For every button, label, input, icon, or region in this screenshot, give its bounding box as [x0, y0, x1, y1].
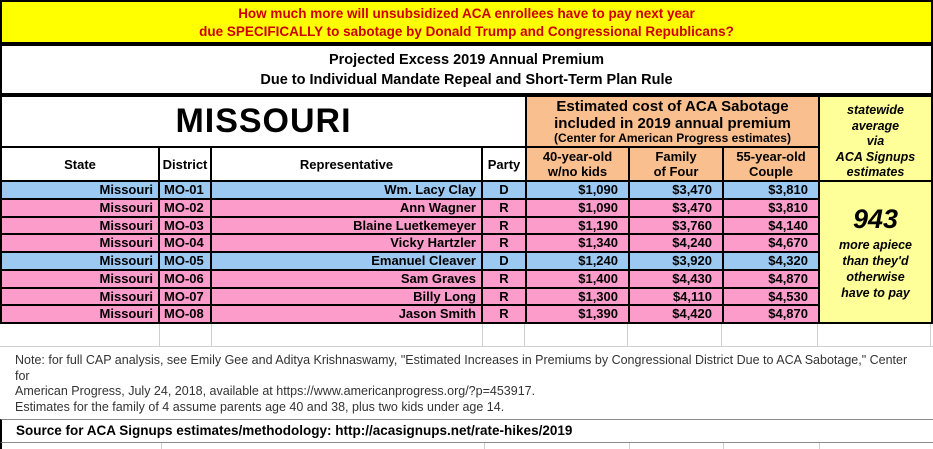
cell-premium-family: $4,110	[630, 289, 722, 305]
column-header-55yo	[724, 148, 818, 180]
banner-line-1: How much more will unsubsidized ACA enrollees have to pay next year	[238, 6, 695, 21]
sabotage-header-line-3: (Center for American Progress estimates)	[554, 131, 791, 145]
cell-state: Missouri	[2, 200, 158, 216]
premium-table	[0, 95, 933, 324]
cell-premium-family: $4,240	[630, 235, 722, 251]
cell-premium-family: $3,760	[630, 218, 722, 234]
column-header-district: District	[160, 148, 210, 180]
cell-premium-40yo: $1,390	[527, 306, 628, 322]
cell-party: D	[483, 253, 525, 269]
sidebar-note-line: estimates	[846, 165, 905, 179]
cell-state: Missouri	[2, 253, 158, 269]
state-title: MISSOURI	[2, 97, 525, 146]
cell-state: Missouri	[2, 218, 158, 234]
cell-state: Missouri	[2, 289, 158, 305]
cell-premium-family: $3,920	[630, 253, 722, 269]
gridline	[211, 324, 212, 346]
sidebar-caption-line: have to pay	[841, 286, 910, 300]
top-banner	[0, 0, 933, 44]
cell-premium-55yo: $4,320	[724, 253, 818, 269]
column-header-55yo-line2: Couple	[748, 164, 794, 179]
cell-premium-family: $4,420	[630, 306, 722, 322]
gridline	[723, 443, 724, 449]
footnote-line-1: Note: for full CAP analysis, see Emily Gee and Aditya Krishnaswamy, "Estimated Increases in Premiums by Congressional District Due to ACA Sabotage," Center for	[15, 353, 908, 383]
bottom-gridline-strip	[0, 443, 933, 449]
cell-district: MO-04	[160, 235, 210, 251]
cell-party: R	[483, 218, 525, 234]
spreadsheet-gridline-strip	[0, 324, 933, 347]
cell-representative: Billy Long	[212, 289, 481, 305]
cell-state: Missouri	[2, 271, 158, 287]
gridline	[524, 324, 525, 346]
cell-premium-40yo: $1,400	[527, 271, 628, 287]
column-header-family-line1: Family	[655, 149, 697, 164]
gridline	[721, 324, 722, 346]
cell-premium-55yo: $4,530	[724, 289, 818, 305]
column-header-40yo-line1: 40-year-old	[542, 149, 613, 164]
cell-premium-family: $3,470	[630, 182, 722, 198]
subtitle-line-1: Projected Excess 2019 Annual Premium	[328, 52, 605, 68]
column-header-representative: Representative	[212, 148, 481, 180]
column-header-40yo-line2: w/no kids	[547, 164, 608, 179]
sabotage-header-line-1: Estimated cost of ACA Sabotage	[556, 98, 789, 115]
cell-district: MO-03	[160, 218, 210, 234]
sabotage-cost-header	[527, 97, 818, 146]
cell-premium-55yo: $4,140	[724, 218, 818, 234]
cell-representative: Blaine Luetkemeyer	[212, 218, 481, 234]
sidebar-caption-line: than they'd	[842, 254, 909, 268]
cell-premium-family: $4,430	[630, 271, 722, 287]
subtitle-band	[0, 44, 933, 95]
cell-premium-40yo: $1,190	[527, 218, 628, 234]
gridline	[627, 324, 628, 346]
cell-premium-55yo: $4,670	[724, 235, 818, 251]
cell-district: MO-05	[160, 253, 210, 269]
sidebar-note-line: average	[851, 118, 900, 133]
sidebar-note-line: statewide	[847, 103, 904, 117]
sabotage-header-line-2: included in 2019 annual premium	[554, 114, 791, 132]
cell-representative: Vicky Hartzler	[212, 235, 481, 251]
cell-premium-40yo: $1,090	[527, 200, 628, 216]
cell-district: MO-06	[160, 271, 210, 287]
cell-representative: Wm. Lacy Clay	[212, 182, 481, 198]
cell-representative: Ann Wagner	[212, 200, 481, 216]
cell-representative: Emanuel Cleaver	[212, 253, 481, 269]
gridline	[161, 443, 162, 449]
cell-premium-55yo: $3,810	[724, 200, 818, 216]
gridline	[817, 324, 818, 346]
source-line: Source for ACA Signups estimates/methodology: http://acasignups.net/rate-hikes/2019	[0, 419, 933, 443]
statewide-average-number: 943	[852, 204, 899, 234]
sidebar-statewide-average	[820, 182, 931, 322]
column-header-family-line2: of Four	[653, 164, 699, 179]
cell-premium-40yo: $1,240	[527, 253, 628, 269]
banner-line-2: due SPECIFICALLY to sabotage by Donald Trump and Congressional Republicans?	[199, 23, 734, 39]
cell-representative: Sam Graves	[212, 271, 481, 287]
gridline	[629, 443, 630, 449]
gridline	[819, 443, 820, 449]
cell-party: R	[483, 271, 525, 287]
cell-premium-55yo: $3,810	[724, 182, 818, 198]
cell-district: MO-01	[160, 182, 210, 198]
column-header-40yo	[527, 148, 628, 180]
subtitle-line-2: Due to Individual Mandate Repeal and Short-Term Plan Rule	[260, 72, 673, 88]
column-header-party: Party	[483, 148, 525, 180]
cell-premium-55yo: $4,870	[724, 306, 818, 322]
gridline	[930, 324, 931, 346]
cell-party: R	[483, 235, 525, 251]
gridline	[159, 324, 160, 346]
cell-premium-40yo: $1,300	[527, 289, 628, 305]
footnote-line-3: Estimates for the family of 4 assume parents age 40 and 38, plus two kids under age 14.	[15, 399, 505, 414]
sidebar-note-line: via	[866, 134, 885, 148]
cell-premium-family: $3,470	[630, 200, 722, 216]
cell-district: MO-02	[160, 200, 210, 216]
cell-state: Missouri	[2, 306, 158, 322]
cell-party: R	[483, 306, 525, 322]
footnote-line-2: American Progress, July 24, 2018, available at https://www.americanprogress.org/?p=453917.	[15, 384, 536, 398]
cell-district: MO-07	[160, 289, 210, 305]
cell-party: D	[483, 182, 525, 198]
column-header-state: State	[2, 148, 158, 180]
sidebar-statewide-note	[820, 97, 931, 180]
cell-party: R	[483, 200, 525, 216]
cell-representative: Jason Smith	[212, 306, 481, 322]
cell-district: MO-08	[160, 306, 210, 322]
sidebar-note-line: ACA Signups	[835, 149, 916, 164]
cell-state: Missouri	[2, 235, 158, 251]
gridline	[484, 443, 485, 449]
cell-premium-40yo: $1,340	[527, 235, 628, 251]
cell-premium-55yo: $4,870	[724, 271, 818, 287]
sidebar-caption-line: more apiece	[839, 238, 912, 252]
cell-party: R	[483, 289, 525, 305]
sidebar-caption-line: otherwise	[846, 270, 905, 284]
cell-premium-40yo: $1,090	[527, 182, 628, 198]
footnote-block	[0, 347, 933, 419]
column-header-55yo-line1: 55-year-old	[736, 149, 806, 164]
gridline	[482, 324, 483, 346]
cell-state: Missouri	[2, 182, 158, 198]
column-header-family	[630, 148, 722, 180]
